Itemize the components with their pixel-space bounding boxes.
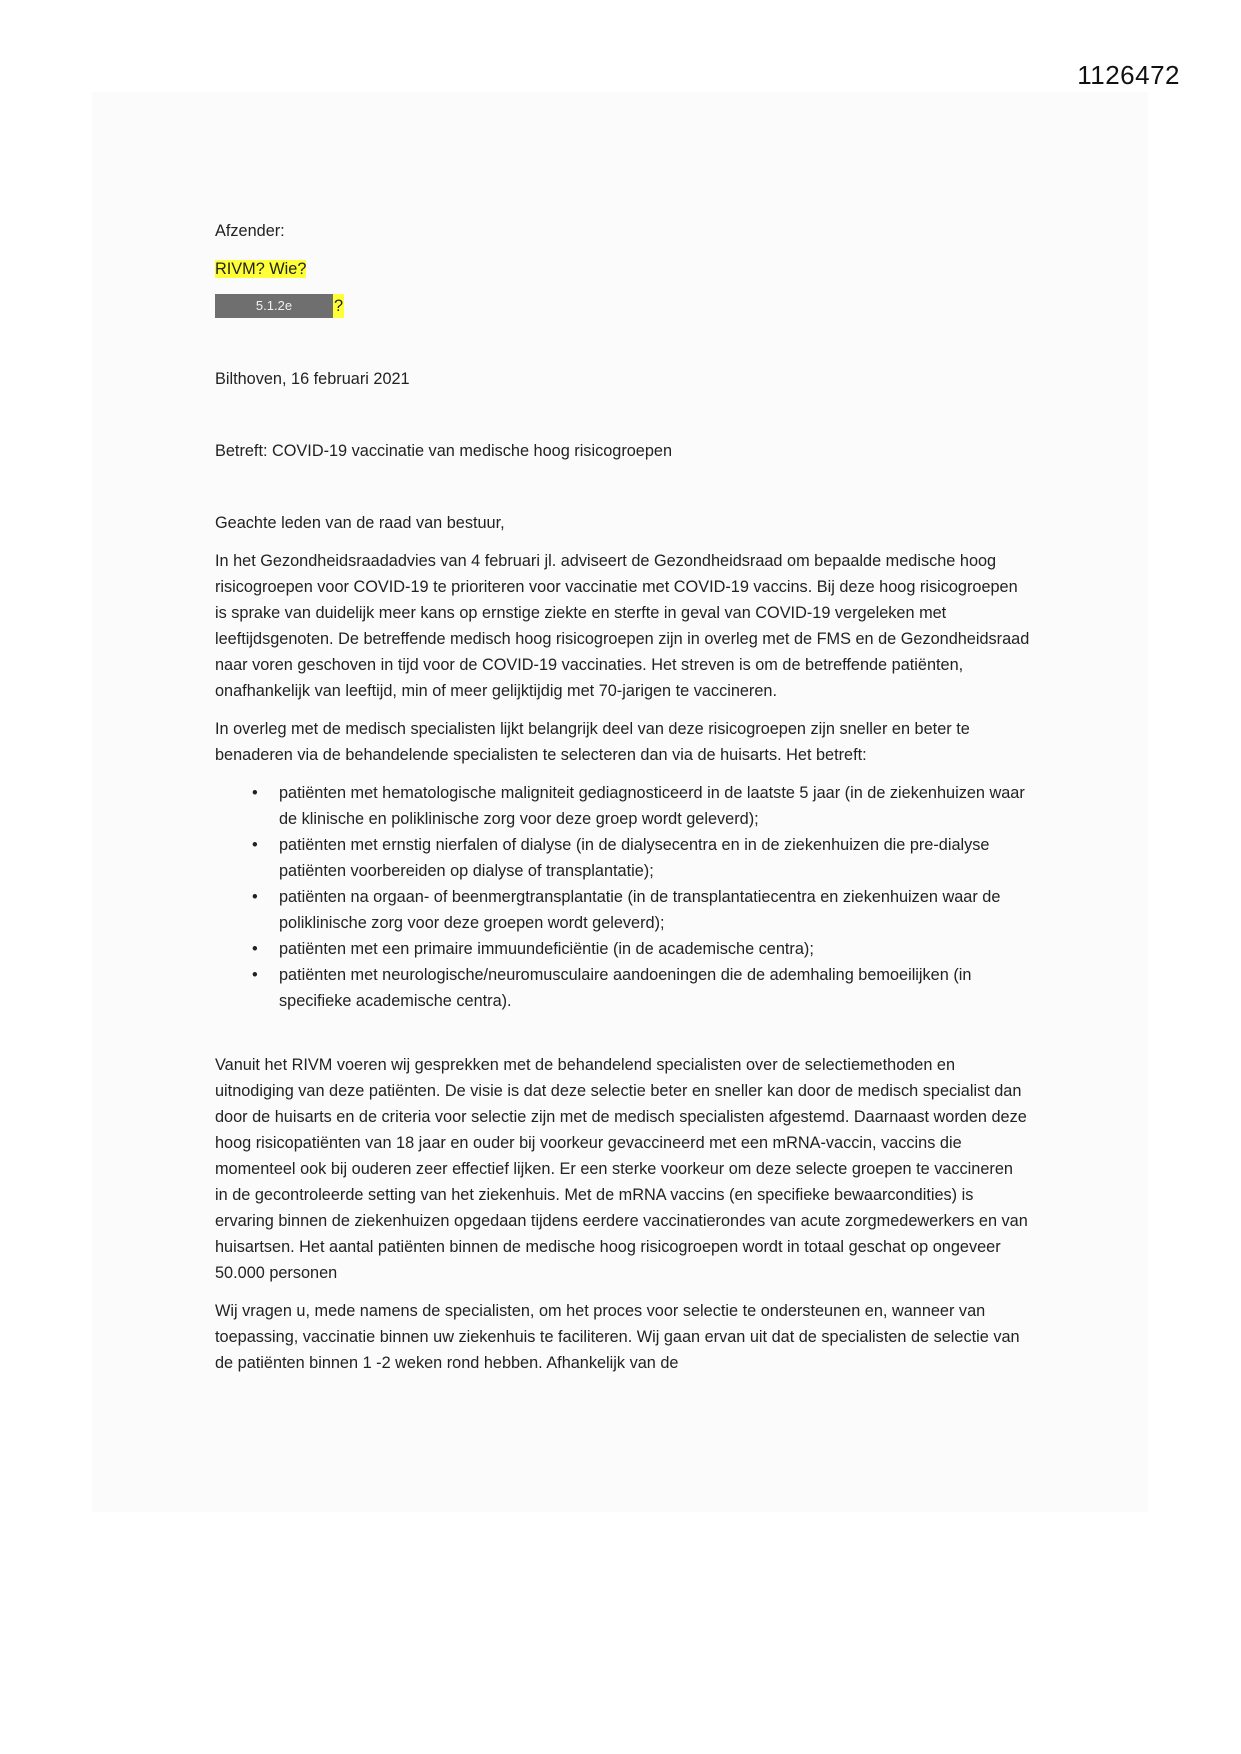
paragraph-selection: In overleg met de medisch specialisten lijkt belangrijk deel van deze risicogroepen zijn sneller en beter te benaderen via de behandelende specialisten te selecteren dan via de huisarts. Het betreft: [215, 720, 970, 764]
sender-line [215, 256, 1030, 282]
paragraph-request: Wij vragen u, mede namens de specialisten, om het proces voor selectie te ondersteunen en, wanneer van toepassing, vaccinatie binnen uw ziekenhuis te faciliteren. Wij gaan ervan uit dat de specialisten de selectie van de patiënten binnen 1 -2 weken rond hebben. Afhankelijk van de [215, 1302, 1020, 1372]
salutation: Geachte leden van de raad van bestuur, [215, 514, 505, 532]
list-item: • patiënten met hematologische maligniteit gediagnosticeerd in de laatste 5 jaar (in de ziekenhuizen waar de klinische en poliklinische zorg voor deze groep wordt geleverd); [215, 780, 1030, 832]
bullet-icon: • [252, 836, 258, 854]
list-item: • patiënten met neurologische/neuromusculaire aandoeningen die de ademhaling bemoeilijken (in specifieke academische centra). [215, 962, 1030, 1014]
paragraph-intro: In het Gezondheidsraadadvies van 4 februari jl. adviseert de Gezondheidsraad om bepaalde medische hoog risicogroepen voor COVID-19 te prioriteren voor vaccinatie met COVID-19 vaccins. Bij deze hoog risicogroepen is sprake van duidelijk meer kans op ernstige ziekte en sterfte in geval van COVID-19 vergeleken met leeftijdsgenoten. De betreffende medisch hoog risicogroepen zijn in overleg met de FMS en de Gezondheidsraad naar voren geschoven in tijd voor de COVID-19 vaccinaties. Het streven is om de betreffende patiënten, onafhankelijk van leeftijd, min of meer gelijktijdig met 70-jarigen te vaccineren. [215, 552, 1030, 700]
redaction-question-mark: ? [333, 294, 344, 318]
redaction-row [215, 294, 1030, 318]
place-date: Bilthoven, 16 februari 2021 [215, 370, 410, 388]
list-item: • patiënten met ernstig nierfalen of dialyse (in de dialysecentra en in de ziekenhuizen die pre-dialyse patiënten voorbereiden op dialyse of transplantatie); [215, 832, 1030, 884]
list-item: • patiënten na orgaan- of beenmergtransplantatie (in de transplantatiecentra en ziekenhuizen waar de poliklinische zorg voor deze groepen wordt geleverd); [215, 884, 1030, 936]
sender-label: Afzender: [215, 222, 285, 240]
list-item: • patiënten met een primaire immuundeficiëntie (in de academische centra); [215, 936, 1030, 962]
letter-body [215, 218, 1030, 1376]
paragraph-rivm: Vanuit het RIVM voeren wij gesprekken met de behandelend specialisten over de selectiemethoden en uitnodiging van deze patiënten. De visie is dat deze selectie beter en sneller kan door de medisch specialist dan door de huisarts en de criteria voor selectie zijn met de medisch specialisten afgestemd. Daarnaast worden deze hoog risicopatiënten van 18 jaar en ouder bij voorkeur gevaccineerd met een mRNA-vaccin, vaccins die momenteel ook bij ouderen zeer effectief lijken. Er een sterke voorkeur om deze selecte groepen te vaccineren in de gecontroleerde setting van het ziekenhuis. Met de mRNA vaccins (en specifieke bewaarcondities) is ervaring binnen de ziekenhuizen opgedaan tijdens eerdere vaccinatierondes van acute zorgmedewerkers en van huisartsen. Het aantal patiënten binnen de medische hoog risicogroepen wordt in totaal geschat op ongeveer 50.000 personen [215, 1056, 1028, 1282]
subject-line: Betreft: COVID-19 vaccinatie van medische hoog risicogroepen [215, 442, 673, 460]
bullet-icon: • [252, 784, 258, 802]
bullet-icon: • [252, 940, 258, 958]
risk-group-list [215, 780, 1030, 1014]
redaction-block: 5.1.2e [215, 294, 333, 318]
sender-highlight: RIVM? Wie? [215, 260, 307, 278]
document-id: 1126472 [1077, 60, 1180, 90]
bullet-icon: • [252, 966, 258, 984]
bullet-icon: • [252, 888, 258, 906]
